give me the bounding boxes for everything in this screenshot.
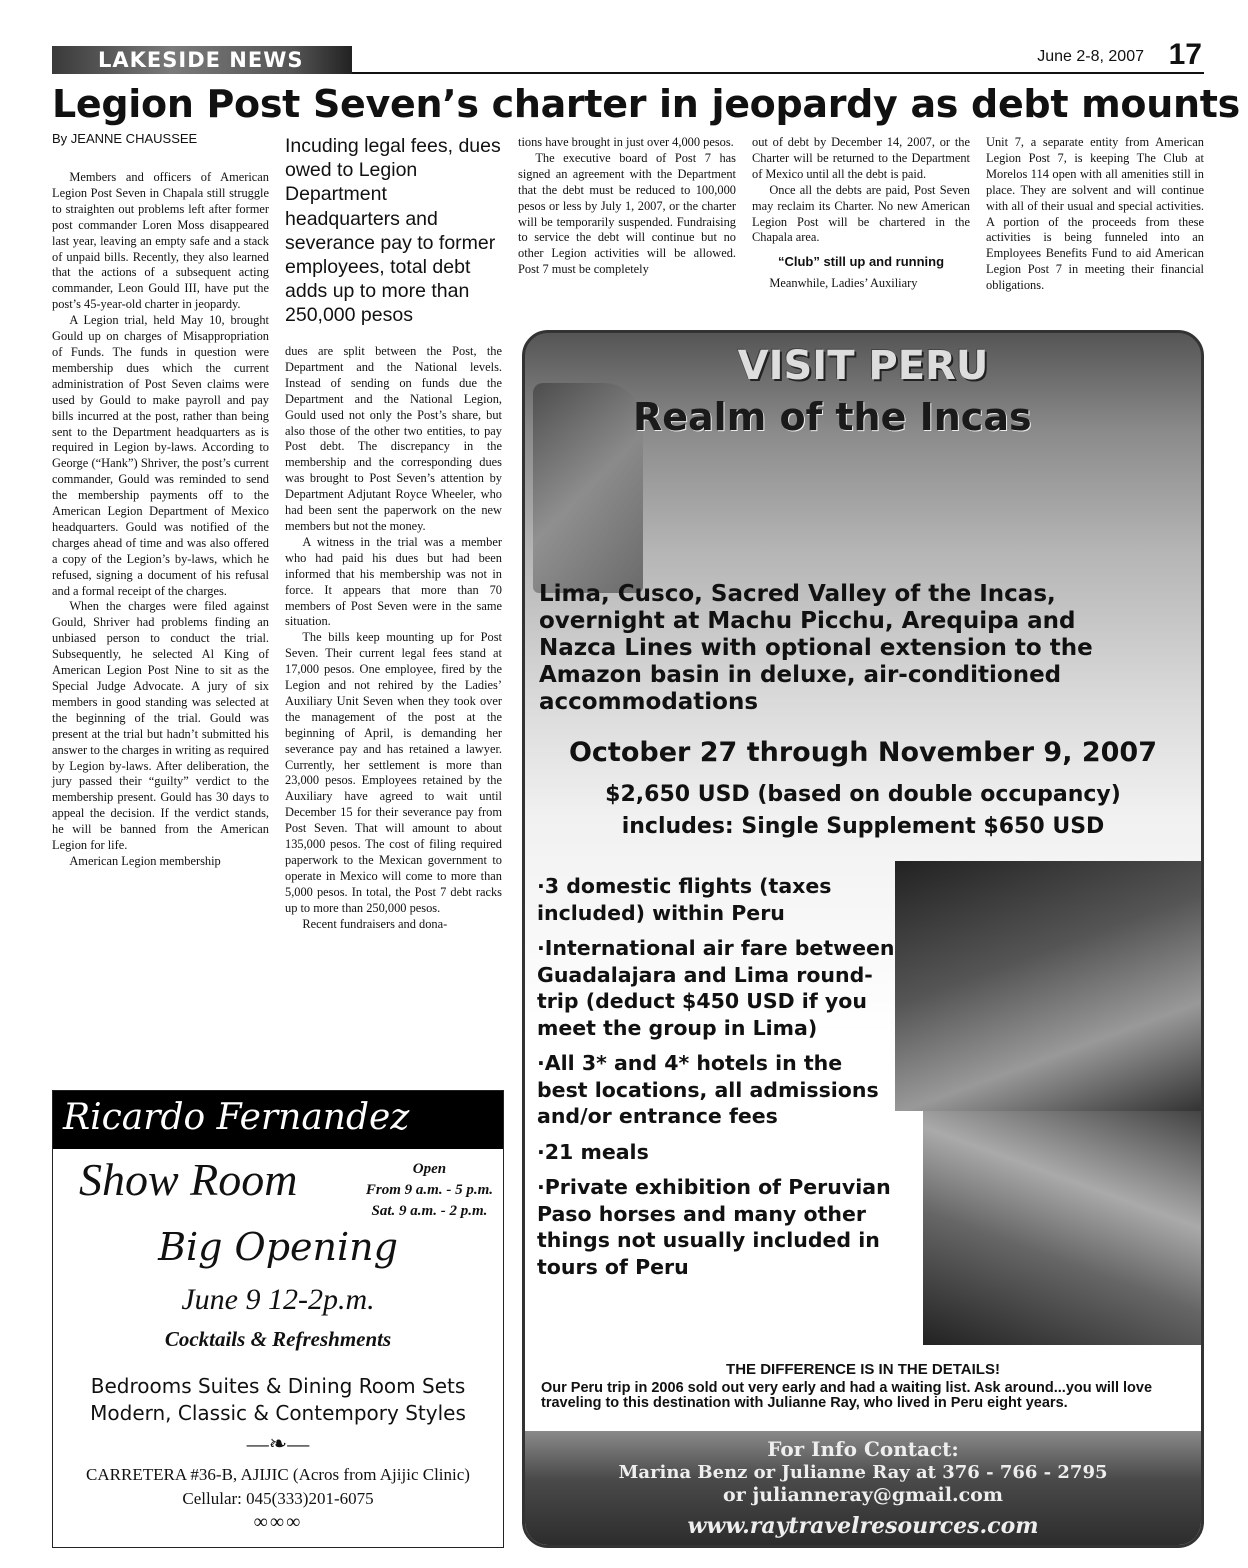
list-item: ·Private exhibition of Peruvian Paso horses and many other things not usually included in tours of Peru	[537, 1175, 891, 1279]
big-opening: Big Opening	[158, 1225, 398, 1269]
paragraph: A witness in the trial was a member who had paid his dues but had been informed that his membership was not in force. It appears that more than 70 members of Post Seven were in the same situation.	[285, 534, 502, 629]
opening-hours	[366, 1159, 493, 1222]
ad-subtitle: Realm of the Incas	[633, 395, 1032, 439]
contact-heading: For Info Contact:	[767, 1437, 959, 1461]
article-column-5	[986, 135, 1204, 294]
header-rule	[352, 72, 1204, 74]
list-item: ·All 3* and 4* hotels in the best locations, all admissions and/or entrance fees	[537, 1051, 879, 1128]
store-name: Ricardo Fernandez	[63, 1097, 410, 1138]
pull-quote: Incuding legal fees, dues owed to Legion Department headquarters and severance pay to former employees, total debt adds up to more than 250,000 pesos	[285, 135, 501, 327]
paragraph: dues are split between the Post, the Department and the National levels. Instead of sending on funds due the Department and the National Legion, Gould used not only the Post’s share, but also those of the other two entities, to pay Post debt. The discrepancy in the membership and the corresponding dues was brought to Post Seven’s attention by Department Adjutant Royce Wheeler, who had been sent the paperwork on the new members but not the money.	[285, 344, 502, 533]
paragraph: Recent fundraisers and dona-	[302, 916, 448, 931]
article-column-1	[52, 170, 269, 870]
paragraph: Unit 7, a separate entity from American Legion Post 7, is keeping The Club at Morelos 114 open with all amenities still in place. They are solvent and will continue with all of their usual and special activities. A portion of the proceeds from these activities is being funneled into an Employees Benefits Fund to aid American Legion Post 7 in meeting their financial obligations.	[986, 135, 1204, 293]
list-item: ·21 meals	[537, 1139, 649, 1164]
peruvian-women-photo	[895, 861, 1201, 1111]
inca-stonework-image	[533, 383, 643, 593]
article-column-3	[518, 135, 736, 278]
products-line-1: Bedrooms Suites & Dining Room Sets	[90, 1374, 466, 1398]
paragraph: Members and officers of American Legion Post Seven in Chapala still struggle to straighten out problems left after former post commander Loren Moss disappeared last year, leaving an empty safe and a stack of unpaid bills. Recently, they also learned that the actions of a subsequent acting commander, Leon Gould III, have put the post’s 45-year-old charter in jeopardy.	[52, 170, 269, 312]
paragraph: The bills keep mounting up for Post Seven. Their current legal fees stand at 17,000 pesos. One employee, fired by the Legion and not rehired by the Ladies’ Auxiliary Unit Seven when they took over the management of the post at the beginning of April, is demanding her severance pay and has retained a lawyer. Currently, her settlement is more than 23,000 pesos. Employees retained by the Auxiliary have agreed to wait until December 15 for their severance pay from Post Seven. That will amount to about 135,000 pesos. The cost of filing required paperwork to the Mexican government to operate in Mexico will come to more than 5,000 pesos. In total, the Post 7 debt racks up to more than 250,000 pesos.	[285, 630, 502, 915]
list-item: ·International air fare between Guadalajara and Lima round-trip (deduct $450 USD if you meet the group in Lima)	[537, 936, 895, 1040]
list-item: ·3 domestic flights (taxes included) within Peru	[537, 874, 832, 925]
ricardo-fernandez-ad	[52, 1090, 504, 1548]
paragraph: A Legion trial, held May 10, brought Gould up on charges of Misappropriation of Funds. The funds in question were membership dues which the current administration of Post Seven claims were used by Gould to make payroll and pay bills incurred at the post, rather than being sent to the Department headquarters as is required in Legion by-laws. According to George (“Hank”) Shriver, the post’s current commander, Gould was reminded to send the membership payments off to the American Legion Department of Mexico headquarters. Gould was notified of the charges ahead of time and was also offered a copy of the Legion’s by-laws, which he refused, signing a document of his refusal and a formal receipt of the charges.	[52, 313, 269, 598]
difference-heading: THE DIFFERENCE IS IN THE DETAILS!	[726, 1361, 1000, 1378]
issue-date: June 2-8, 2007	[1037, 48, 1144, 65]
products-line-2: Modern, Classic & Contempory Styles	[90, 1401, 466, 1425]
section-tag: LAKESIDE NEWS	[52, 46, 352, 74]
open-label: Open	[412, 1161, 447, 1177]
products-text	[53, 1373, 503, 1427]
cocktails-line: Cocktails & Refreshments	[164, 1327, 392, 1351]
tour-route: Lima, Cusco, Sacred Valley of the Incas, overnight at Machu Picchu, Arequipa and Nazca Lines with optional extension to the Amazon basin in deluxe, air-conditioned accommodations	[539, 581, 1093, 715]
tour-dates: October 27 through November 9, 2007	[568, 737, 1158, 768]
paragraph: out of debt by December 14, 2007, or the Charter will be returned to the Department of Mexico until all the debt is paid.	[752, 135, 970, 181]
paragraph: When the charges were filed against Gould, Shriver had problems finding an unbiased person to conduct the trial. Subsequently, he selected Al King of American Legion Post Nine to sit as the Special Judge Advocate. A jury of six members in good standing was selected at the beginning of the trial. Gould was present at the trial but hadn’t submitted his answer to the charges in writing as required by Legion by-laws. After deliberation, the jury passed their “guilty” verdict to the membership present. Gould has 30 days to appeal the decision. If the verdict stands, he will be banned from the American Legion for life.	[52, 599, 269, 853]
machu-picchu-photo	[923, 1111, 1201, 1345]
cellular-line: Cellular: 045(333)201-6075	[182, 1489, 374, 1508]
tour-price	[525, 779, 1201, 843]
price-line: $2,650 USD (based on double occupancy)	[605, 782, 1121, 807]
flourish-icon: ∞∞∞	[253, 1511, 303, 1533]
subhead: “Club” still up and running	[777, 254, 945, 270]
paragraph: tions have brought in just over 4,000 pesos.	[518, 135, 734, 149]
opening-date: June 9 12-2p.m.	[181, 1283, 375, 1316]
ad-title: VISIT PERU	[737, 343, 989, 389]
contact-names: Marina Benz or Julianne Ray at 376 - 766 - 2795	[618, 1462, 1108, 1483]
contact-band	[525, 1431, 1201, 1548]
store-address	[53, 1463, 503, 1511]
supplement-line: includes: Single Supplement $650 USD	[621, 814, 1105, 839]
contact-email[interactable]: or julianneray@gmail.com	[723, 1484, 1003, 1506]
article-column-2	[285, 344, 502, 933]
paragraph: Meanwhile, Ladies’ Auxiliary	[769, 276, 918, 291]
paragraph: Once all the debts are paid, Post Seven may reclaim its Charter. No new American Legion Post will be chartered in the Chapala area.	[752, 182, 970, 245]
website-link[interactable]: www.raytravelresources.com	[687, 1513, 1039, 1539]
address-line: CARRETERA #36-B, AJIJIC (Acros from Ajijic Clinic)	[86, 1465, 470, 1484]
saturday-hours: Sat. 9 a.m. - 2 p.m.	[371, 1203, 488, 1219]
page-number: 17	[1168, 38, 1202, 71]
ornament-icon: —❧—	[246, 1431, 310, 1456]
show-room-title: Show Room	[79, 1154, 298, 1205]
visit-peru-ad	[522, 330, 1204, 1548]
difference-text: Our Peru trip in 2006 sold out very early and had a waiting list. Ask around...you will love traveling to this destination with Julianne Ray, who lived in Peru eight years.	[541, 1380, 1153, 1411]
weekday-hours: From 9 a.m. - 5 p.m.	[365, 1182, 493, 1198]
article-column-4	[752, 135, 970, 292]
paragraph: The executive board of Post 7 has signed an agreement with the Department that the debt must be reduced to 100,000 pesos or less by July 1, 2007, or the charter will be temporarily suspended. Fundraising to service the debt will continue but no other Legion activities will be allowed. Post 7 must be completely	[518, 150, 736, 277]
tour-inclusions	[537, 873, 899, 1289]
article-headline: Legion Post Seven’s charter in jeopardy as debt mounts	[52, 82, 1240, 126]
byline: By JEANNE CHAUSSEE	[52, 131, 198, 146]
paragraph: American Legion membership	[69, 853, 221, 868]
